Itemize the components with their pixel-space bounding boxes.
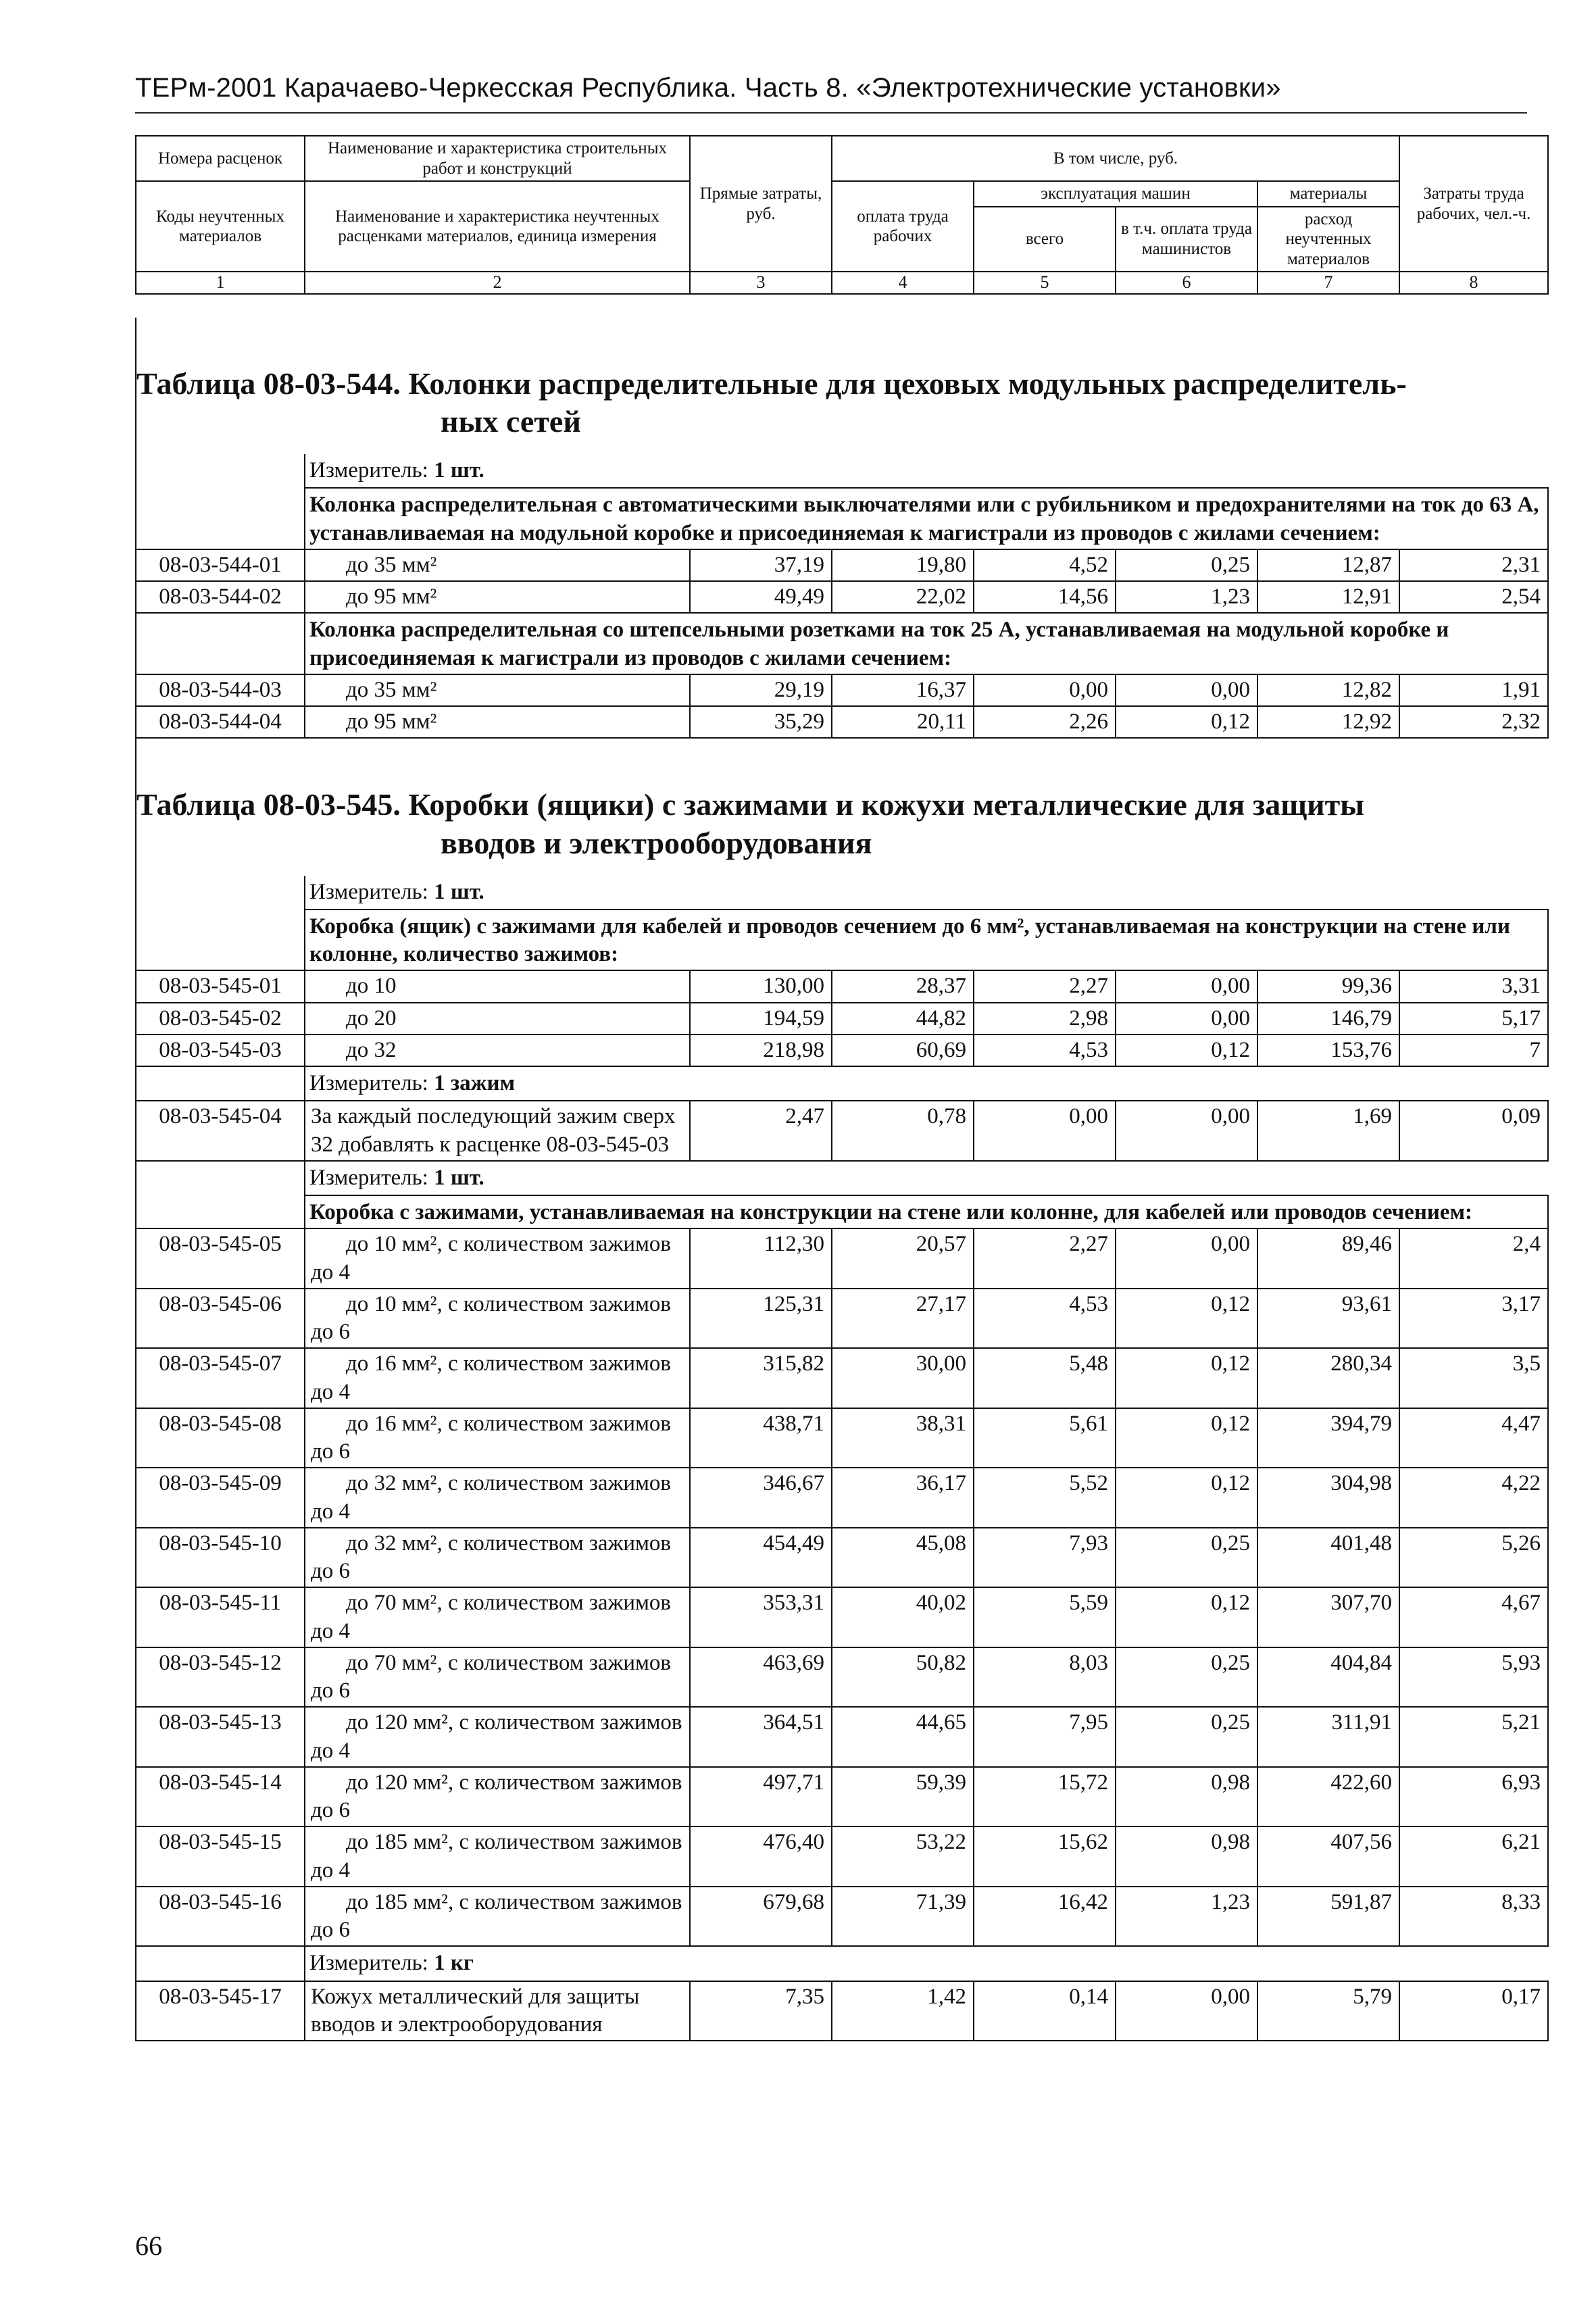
page-number: 66 bbox=[135, 2231, 162, 2261]
rate-name: до 16 мм², с количеством зажимов до 6 bbox=[305, 1408, 690, 1468]
rate-name: до 32 мм², с количеством зажимов до 4 bbox=[305, 1468, 690, 1528]
rate-value: 20,57 bbox=[832, 1228, 974, 1289]
rate-value: 44,82 bbox=[832, 1003, 974, 1035]
measure-unit bbox=[305, 1066, 1548, 1101]
rate-value: 407,56 bbox=[1257, 1826, 1399, 1887]
measure-row bbox=[136, 454, 1548, 488]
rate-value: 49,49 bbox=[690, 581, 832, 613]
rate-name: до 120 мм², с количеством зажимов до 6 bbox=[305, 1767, 690, 1827]
rate-code: 08-03-545-02 bbox=[136, 1003, 305, 1035]
table-row bbox=[136, 1981, 1548, 2041]
column-number: 6 bbox=[1116, 272, 1257, 294]
measure-label: Измеритель: bbox=[309, 1165, 434, 1190]
rate-value: 5,48 bbox=[974, 1348, 1116, 1408]
table-row bbox=[136, 1528, 1548, 1588]
rate-value: 7,95 bbox=[974, 1707, 1116, 1767]
table-row bbox=[136, 970, 1548, 1002]
column-number: 7 bbox=[1257, 272, 1399, 294]
rate-value: 15,72 bbox=[974, 1767, 1116, 1827]
rate-value: 27,17 bbox=[832, 1289, 974, 1349]
rate-value: 0,09 bbox=[1399, 1101, 1548, 1161]
table-row bbox=[136, 1468, 1548, 1528]
rate-value: 12,92 bbox=[1257, 706, 1399, 738]
table-title-line-1: Таблица 08-03-545. Коробки (ящики) с зажимами и кожухи металлические для защиты bbox=[136, 787, 1365, 822]
rate-code: 08-03-545-10 bbox=[136, 1528, 305, 1588]
rate-value: 30,00 bbox=[832, 1348, 974, 1408]
rate-value: 89,46 bbox=[1257, 1228, 1399, 1289]
rate-code: 08-03-545-12 bbox=[136, 1647, 305, 1708]
rate-value: 2,26 bbox=[974, 706, 1116, 738]
rate-code: 08-03-545-17 bbox=[136, 1981, 305, 2041]
rate-value: 2,98 bbox=[974, 1003, 1116, 1035]
rate-code: 08-03-544-03 bbox=[136, 674, 305, 706]
rate-value: 1,23 bbox=[1116, 1887, 1257, 1947]
measure-row bbox=[136, 1946, 1548, 1981]
rate-value: 194,59 bbox=[690, 1003, 832, 1035]
rate-value: 14,56 bbox=[974, 581, 1116, 613]
rate-code: 08-03-545-09 bbox=[136, 1468, 305, 1528]
table-title-line-2: вводов и электрооборудования bbox=[441, 825, 872, 860]
rate-value: 394,79 bbox=[1257, 1408, 1399, 1468]
rate-value: 2,27 bbox=[974, 1228, 1116, 1289]
column-number: 3 bbox=[690, 272, 832, 294]
column-number-row bbox=[136, 272, 1548, 294]
rate-name: до 95 мм² bbox=[305, 706, 690, 738]
rate-code: 08-03-544-02 bbox=[136, 581, 305, 613]
measure-label: Измеритель: bbox=[309, 879, 434, 904]
group-description: Коробка с зажимами, устанавливаемая на конструкции на стене или колонне, для кабелей или проводов сечением: bbox=[305, 1195, 1548, 1228]
table-row bbox=[136, 1348, 1548, 1408]
rate-value: 8,03 bbox=[974, 1647, 1116, 1708]
col3-header: Прямые затраты, руб. bbox=[690, 136, 832, 272]
rate-value: 4,53 bbox=[974, 1035, 1116, 1066]
rate-value: 0,00 bbox=[1116, 1981, 1257, 2041]
table-title-line-2: ных сетей bbox=[441, 404, 581, 439]
table-row bbox=[136, 1647, 1548, 1708]
rate-name: до 185 мм², с количеством зажимов до 4 bbox=[305, 1826, 690, 1887]
column-header-table bbox=[135, 135, 1549, 295]
rate-value: 280,34 bbox=[1257, 1348, 1399, 1408]
table-title-text bbox=[136, 786, 1548, 862]
rate-value: 0,00 bbox=[1116, 970, 1257, 1002]
rate-value: 12,87 bbox=[1257, 549, 1399, 581]
rate-value: 22,02 bbox=[832, 581, 974, 613]
rate-value: 35,29 bbox=[690, 706, 832, 738]
rate-value: 5,59 bbox=[974, 1587, 1116, 1647]
column-number: 8 bbox=[1399, 272, 1548, 294]
table-row bbox=[136, 1228, 1548, 1289]
table-row bbox=[136, 706, 1548, 738]
table-row bbox=[136, 1587, 1548, 1647]
rate-value: 12,82 bbox=[1257, 674, 1399, 706]
rate-code: 08-03-545-14 bbox=[136, 1767, 305, 1827]
rate-name: до 95 мм² bbox=[305, 581, 690, 613]
group-description: Колонка распределительная со штепсельными розетками на ток 25 А, устанавливаемая на модульной коробке и присоединяемая к магистрали из проводов с жилами сечением: bbox=[305, 613, 1548, 674]
rate-value: 4,22 bbox=[1399, 1468, 1548, 1528]
measure-label: Измеритель: bbox=[309, 1071, 434, 1096]
rate-value: 40,02 bbox=[832, 1587, 974, 1647]
group-description-row bbox=[136, 910, 1548, 971]
rate-value: 5,21 bbox=[1399, 1707, 1548, 1767]
measure-unit bbox=[305, 454, 1548, 488]
rate-value: 6,21 bbox=[1399, 1826, 1548, 1887]
rate-value: 2,54 bbox=[1399, 581, 1548, 613]
table-row bbox=[136, 1035, 1548, 1066]
rate-code: 08-03-545-08 bbox=[136, 1408, 305, 1468]
table-row bbox=[136, 1767, 1548, 1827]
rate-value: 0,17 bbox=[1399, 1981, 1548, 2041]
table-title bbox=[136, 738, 1548, 875]
rate-value: 2,27 bbox=[974, 970, 1116, 1002]
rate-value: 3,5 bbox=[1399, 1348, 1548, 1408]
table-row bbox=[136, 1101, 1548, 1161]
rate-value: 1,23 bbox=[1116, 581, 1257, 613]
incl-header: В том числе, руб. bbox=[832, 136, 1399, 181]
rate-value: 5,17 bbox=[1399, 1003, 1548, 1035]
measure-value: 1 шт. bbox=[434, 458, 484, 483]
rate-value: 5,52 bbox=[974, 1468, 1116, 1528]
column-number: 1 bbox=[136, 272, 305, 294]
rate-value: 497,71 bbox=[690, 1767, 832, 1827]
measure-label: Измеритель: bbox=[309, 458, 434, 483]
rate-name: до 20 bbox=[305, 1003, 690, 1035]
measure-label: Измеритель: bbox=[309, 1951, 434, 1976]
rate-code: 08-03-545-03 bbox=[136, 1035, 305, 1066]
table-row bbox=[136, 1408, 1548, 1468]
rate-value: 0,12 bbox=[1116, 1468, 1257, 1528]
measure-blank bbox=[136, 1161, 305, 1195]
rate-value: 93,61 bbox=[1257, 1289, 1399, 1349]
rate-value: 5,61 bbox=[974, 1408, 1116, 1468]
rate-value: 1,91 bbox=[1399, 674, 1548, 706]
group-description-row bbox=[136, 613, 1548, 674]
rate-value: 591,87 bbox=[1257, 1887, 1399, 1947]
table-title-row bbox=[136, 738, 1548, 875]
group-blank bbox=[136, 1195, 305, 1228]
rate-name: до 70 мм², с количеством зажимов до 4 bbox=[305, 1587, 690, 1647]
rate-code: 08-03-545-15 bbox=[136, 1826, 305, 1887]
rate-value: 5,93 bbox=[1399, 1647, 1548, 1708]
rate-value: 146,79 bbox=[1257, 1003, 1399, 1035]
measure-row bbox=[136, 1161, 1548, 1195]
rate-value: 7 bbox=[1399, 1035, 1548, 1066]
rate-value: 0,00 bbox=[1116, 1228, 1257, 1289]
rate-code: 08-03-545-11 bbox=[136, 1587, 305, 1647]
rate-value: 59,39 bbox=[832, 1767, 974, 1827]
rate-value: 0,98 bbox=[1116, 1826, 1257, 1887]
col1-top: Номера расценок bbox=[136, 136, 305, 181]
rate-name: до 32 bbox=[305, 1035, 690, 1066]
col6-header: в т.ч. оплата труда машинистов bbox=[1116, 207, 1257, 272]
col2-top: Наименование и характеристика строительных работ и конструкций bbox=[305, 136, 690, 181]
rate-value: 12,91 bbox=[1257, 581, 1399, 613]
rate-value: 0,25 bbox=[1116, 549, 1257, 581]
rate-code: 08-03-545-06 bbox=[136, 1289, 305, 1349]
measure-unit bbox=[305, 876, 1548, 910]
rate-code: 08-03-545-04 bbox=[136, 1101, 305, 1161]
rate-value: 8,33 bbox=[1399, 1887, 1548, 1947]
measure-blank bbox=[136, 1946, 305, 1981]
rate-name: Кожух металлический для защиты вводов и электрооборудования bbox=[305, 1981, 690, 2041]
rate-value: 38,31 bbox=[832, 1408, 974, 1468]
rate-code: 08-03-545-07 bbox=[136, 1348, 305, 1408]
rate-value: 304,98 bbox=[1257, 1468, 1399, 1528]
rate-value: 364,51 bbox=[690, 1707, 832, 1767]
measure-unit bbox=[305, 1161, 1548, 1195]
col5-header: всего bbox=[974, 207, 1116, 272]
rate-name: до 10 bbox=[305, 970, 690, 1002]
group-description-row bbox=[136, 488, 1548, 549]
measure-blank bbox=[136, 454, 305, 488]
measure-value: 1 шт. bbox=[434, 1165, 484, 1190]
rate-value: 5,79 bbox=[1257, 1981, 1399, 2041]
table-row bbox=[136, 1826, 1548, 1887]
rate-value: 99,36 bbox=[1257, 970, 1399, 1002]
rate-value: 1,42 bbox=[832, 1981, 974, 2041]
rate-value: 6,93 bbox=[1399, 1767, 1548, 1827]
rate-value: 2,4 bbox=[1399, 1228, 1548, 1289]
rate-value: 454,49 bbox=[690, 1528, 832, 1588]
rate-value: 422,60 bbox=[1257, 1767, 1399, 1827]
table-row bbox=[136, 1003, 1548, 1035]
rate-value: 130,00 bbox=[690, 970, 832, 1002]
rate-value: 5,26 bbox=[1399, 1528, 1548, 1588]
rate-value: 0,25 bbox=[1116, 1707, 1257, 1767]
group-blank bbox=[136, 613, 305, 674]
column-number: 2 bbox=[305, 272, 690, 294]
rate-value: 19,80 bbox=[832, 549, 974, 581]
column-number: 5 bbox=[974, 272, 1116, 294]
column-number: 4 bbox=[832, 272, 974, 294]
rate-value: 463,69 bbox=[690, 1647, 832, 1708]
group-description: Колонка распределительная с автоматическими выключателями или с рубильником и предохранителями на ток до 63 А, устанавливаемая на модульной коробке и присоединяемая к магистрали из проводов с жилами сечением: bbox=[305, 488, 1548, 549]
col7-header: расход неучтенных материалов bbox=[1257, 207, 1399, 272]
measure-row bbox=[136, 1066, 1548, 1101]
rate-name: до 35 мм² bbox=[305, 674, 690, 706]
rate-value: 16,42 bbox=[974, 1887, 1116, 1947]
measure-blank bbox=[136, 1066, 305, 1101]
rate-name: до 70 мм², с количеством зажимов до 6 bbox=[305, 1647, 690, 1708]
rate-value: 1,69 bbox=[1257, 1101, 1399, 1161]
rate-value: 112,30 bbox=[690, 1228, 832, 1289]
table-row bbox=[136, 549, 1548, 581]
rate-value: 4,52 bbox=[974, 549, 1116, 581]
rate-value: 4,67 bbox=[1399, 1587, 1548, 1647]
rate-code: 08-03-544-01 bbox=[136, 549, 305, 581]
rate-value: 0,12 bbox=[1116, 1587, 1257, 1647]
rate-value: 0,78 bbox=[832, 1101, 974, 1161]
rate-value: 0,12 bbox=[1116, 1348, 1257, 1408]
group-description: Коробка (ящик) с зажимами для кабелей и проводов сечением до 6 мм², устанавливаемая на конструкции на стене или колонне, количество зажимов: bbox=[305, 910, 1548, 971]
rate-value: 20,11 bbox=[832, 706, 974, 738]
machines-header: эксплуатация машин bbox=[974, 181, 1257, 207]
rate-value: 401,48 bbox=[1257, 1528, 1399, 1588]
rate-value: 4,47 bbox=[1399, 1408, 1548, 1468]
rate-value: 2,31 bbox=[1399, 549, 1548, 581]
rate-value: 4,53 bbox=[974, 1289, 1116, 1349]
rate-value: 0,14 bbox=[974, 1981, 1116, 2041]
rate-value: 29,19 bbox=[690, 674, 832, 706]
rate-value: 0,12 bbox=[1116, 706, 1257, 738]
group-blank bbox=[136, 488, 305, 549]
rate-value: 37,19 bbox=[690, 549, 832, 581]
rate-value: 0,98 bbox=[1116, 1767, 1257, 1827]
table-row bbox=[136, 1289, 1548, 1349]
rate-value: 28,37 bbox=[832, 970, 974, 1002]
measure-blank bbox=[136, 876, 305, 910]
rate-value: 3,31 bbox=[1399, 970, 1548, 1002]
rate-value: 3,17 bbox=[1399, 1289, 1548, 1349]
table-row bbox=[136, 674, 1548, 706]
rate-value: 0,00 bbox=[974, 674, 1116, 706]
rate-value: 125,31 bbox=[690, 1289, 832, 1349]
rate-value: 2,47 bbox=[690, 1101, 832, 1161]
rate-value: 153,76 bbox=[1257, 1035, 1399, 1066]
table-row bbox=[136, 1707, 1548, 1767]
rate-value: 346,67 bbox=[690, 1468, 832, 1528]
measure-value: 1 кг bbox=[434, 1951, 474, 1976]
col2-bottom: Наименование и характеристика неучтенных расценками материалов, единица измерения bbox=[305, 181, 690, 272]
rates-table bbox=[135, 318, 1549, 2041]
page-header: ТЕРм-2001 Карачаево-Черкесская Республика. Часть 8. «Электротехнические установки» bbox=[135, 73, 1281, 103]
rate-value: 218,98 bbox=[690, 1035, 832, 1066]
rate-code: 08-03-545-01 bbox=[136, 970, 305, 1002]
rate-value: 679,68 bbox=[690, 1887, 832, 1947]
rate-name: до 185 мм², с количеством зажимов до 6 bbox=[305, 1887, 690, 1947]
rate-name: до 16 мм², с количеством зажимов до 4 bbox=[305, 1348, 690, 1408]
materials-header: материалы bbox=[1257, 181, 1399, 207]
rate-value: 0,12 bbox=[1116, 1035, 1257, 1066]
rate-value: 0,00 bbox=[1116, 674, 1257, 706]
col1-bottom: Коды неучтенных материалов bbox=[136, 181, 305, 272]
rate-value: 476,40 bbox=[690, 1826, 832, 1887]
rate-value: 16,37 bbox=[832, 674, 974, 706]
group-blank bbox=[136, 910, 305, 971]
table-row bbox=[136, 581, 1548, 613]
rate-value: 0,00 bbox=[1116, 1003, 1257, 1035]
col4-header: оплата труда рабочих bbox=[832, 181, 974, 272]
rate-value: 438,71 bbox=[690, 1408, 832, 1468]
rate-value: 307,70 bbox=[1257, 1587, 1399, 1647]
rate-value: 0,25 bbox=[1116, 1647, 1257, 1708]
rate-value: 53,22 bbox=[832, 1826, 974, 1887]
rate-value: 36,17 bbox=[832, 1468, 974, 1528]
table-title-text bbox=[136, 365, 1548, 441]
rate-value: 7,93 bbox=[974, 1528, 1116, 1588]
rate-value: 353,31 bbox=[690, 1587, 832, 1647]
rate-value: 315,82 bbox=[690, 1348, 832, 1408]
rate-value: 0,12 bbox=[1116, 1289, 1257, 1349]
rate-value: 2,32 bbox=[1399, 706, 1548, 738]
rate-code: 08-03-545-05 bbox=[136, 1228, 305, 1289]
rate-value: 45,08 bbox=[832, 1528, 974, 1588]
rate-value: 44,65 bbox=[832, 1707, 974, 1767]
rate-value: 0,25 bbox=[1116, 1528, 1257, 1588]
rate-name: до 10 мм², с количеством зажимов до 4 bbox=[305, 1228, 690, 1289]
table-title bbox=[136, 318, 1548, 454]
col8-header: Затраты труда рабочих, чел.-ч. bbox=[1399, 136, 1548, 272]
rate-name: до 120 мм², с количеством зажимов до 4 bbox=[305, 1707, 690, 1767]
rate-name: За каждый последующий зажим сверх 32 добавлять к расценке 08-03-545-03 bbox=[305, 1101, 690, 1161]
header-rule bbox=[135, 112, 1527, 114]
rate-name: до 10 мм², с количеством зажимов до 6 bbox=[305, 1289, 690, 1349]
table-title-line-1: Таблица 08-03-544. Колонки распределительные для цеховых модульных распределитель- bbox=[136, 366, 1407, 401]
rate-code: 08-03-545-13 bbox=[136, 1707, 305, 1767]
rate-code: 08-03-545-16 bbox=[136, 1887, 305, 1947]
rate-value: 60,69 bbox=[832, 1035, 974, 1066]
group-description-row bbox=[136, 1195, 1548, 1228]
rate-value: 404,84 bbox=[1257, 1647, 1399, 1708]
measure-value: 1 зажим bbox=[434, 1071, 516, 1096]
rate-value: 71,39 bbox=[832, 1887, 974, 1947]
measure-unit bbox=[305, 1946, 1548, 1981]
rate-value: 7,35 bbox=[690, 1981, 832, 2041]
rate-value: 0,12 bbox=[1116, 1408, 1257, 1468]
rate-name: до 32 мм², с количеством зажимов до 6 bbox=[305, 1528, 690, 1588]
rate-value: 15,62 bbox=[974, 1826, 1116, 1887]
rate-value: 311,91 bbox=[1257, 1707, 1399, 1767]
measure-value: 1 шт. bbox=[434, 879, 484, 904]
rate-value: 0,00 bbox=[974, 1101, 1116, 1161]
measure-row bbox=[136, 876, 1548, 910]
table-row bbox=[136, 1887, 1548, 1947]
table-title-row bbox=[136, 318, 1548, 454]
rate-name: до 35 мм² bbox=[305, 549, 690, 581]
rate-code: 08-03-544-04 bbox=[136, 706, 305, 738]
rate-value: 50,82 bbox=[832, 1647, 974, 1708]
rate-value: 0,00 bbox=[1116, 1101, 1257, 1161]
